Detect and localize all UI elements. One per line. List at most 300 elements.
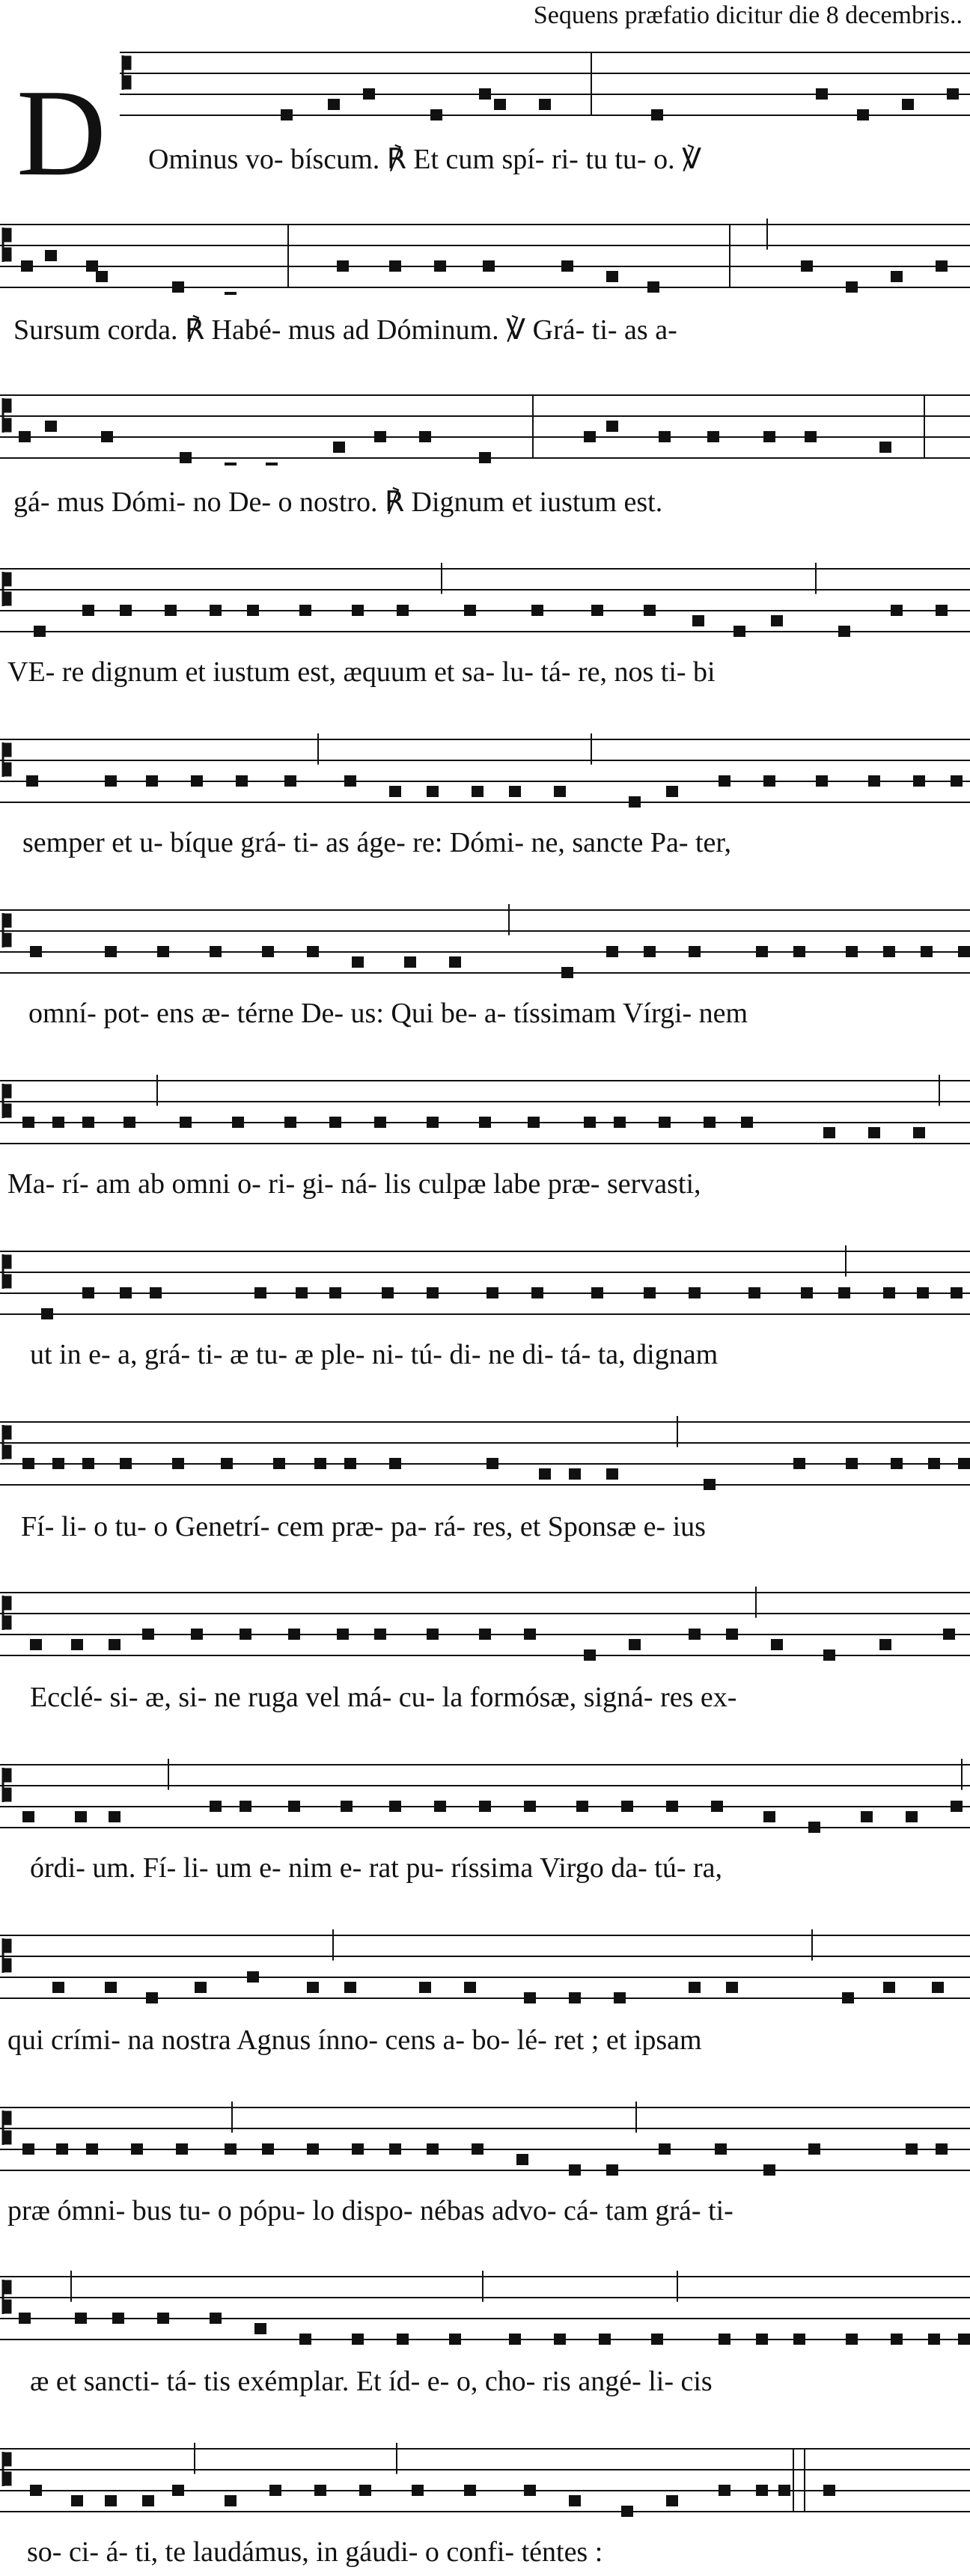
punctum-note-icon [805,431,817,442]
punctum-note-icon [120,605,132,616]
punctum-note-icon [123,1117,135,1128]
punctum-note-icon [951,775,963,787]
punctum-note-icon [41,1308,53,1319]
punctum-note-icon [52,1458,64,1469]
punctum-note-icon [561,967,573,978]
punctum-note-icon [883,1982,895,1993]
lyric-line-10: Ecclé- si- æ, si- ne ruga vel má- cu- la formósæ, signá- res ex- [30,1682,737,1713]
punctum-note-icon [584,1117,596,1128]
staff-1 [120,45,970,123]
staff-3 [0,388,970,466]
punctum-note-icon [30,1639,42,1650]
punctum-note-icon [105,775,117,787]
punctum-note-icon [838,626,850,637]
punctum-note-icon [221,1458,233,1469]
punctum-note-icon [344,1458,356,1469]
staff-12 [0,1928,970,2006]
punctum-note-icon [846,2334,858,2345]
punctum-note-icon [52,1117,64,1128]
punctum-note-icon [479,1801,491,1812]
punctum-note-icon [644,605,656,616]
punctum-note-icon [333,442,345,453]
punctum-note-icon [120,1287,132,1298]
punctum-note-icon [539,1468,551,1480]
punctum-note-icon [344,1982,356,1993]
punctum-note-icon [793,2334,805,2345]
lyric-line-7: Ma- rí- am ab omni o- ri- gi- ná- lis culpæ labe præ- servasti, [7,1168,701,1200]
punctum-note-icon [793,1458,805,1469]
punctum-note-icon [692,615,704,626]
punctum-note-icon [704,1479,716,1490]
punctum-note-icon [109,1811,121,1822]
punctum-note-icon [778,2485,790,2496]
punctum-note-icon [936,605,948,616]
punctum-note-icon [666,786,678,797]
lyric-line-13: præ ómni- bus tu- o pópu- lo dispo- nébas advo- cá- tam grá- ti- [7,2195,733,2226]
punctum-note-icon [299,605,311,616]
punctum-note-icon [352,2334,364,2345]
punctum-note-icon [21,260,33,272]
punctum-note-icon [389,260,401,272]
punctum-note-icon [879,442,891,453]
punctum-note-icon [763,2164,775,2176]
punctum-note-icon [337,260,349,272]
punctum-note-icon [554,2334,566,2345]
punctum-note-icon [191,775,203,787]
punctum-note-icon [191,1629,203,1640]
punctum-note-icon [524,1629,536,1640]
punctum-note-icon [247,1971,259,1983]
punctum-note-icon [22,1117,34,1128]
punctum-note-icon [254,2323,266,2334]
staff-9 [0,1414,970,1492]
punctum-note-icon [733,626,745,637]
punctum-note-icon [494,99,506,110]
punctum-note-icon [528,1117,540,1128]
lyric-line-12: qui crími- na nostra Agnus ínno- cens a- bo- lé- ret ; et ipsam [7,2024,702,2056]
punctum-note-icon [823,2485,835,2496]
punctum-note-icon [524,2485,536,2496]
punctum-note-icon [606,2164,618,2176]
punctum-note-icon [374,1629,386,1640]
punctum-note-icon [958,946,970,957]
punctum-note-icon [240,1801,251,1812]
punctum-note-icon [26,775,38,787]
punctum-note-icon [913,775,925,787]
punctum-note-icon [726,1629,738,1640]
punctum-note-icon [449,2334,461,2345]
punctum-note-icon [157,946,169,957]
punctum-note-icon [846,1458,858,1469]
staff-2 [0,217,970,295]
punctum-note-icon [606,1468,618,1480]
punctum-note-icon [823,1127,835,1138]
punctum-note-icon [659,431,671,442]
staff-14 [0,2269,970,2347]
punctum-note-icon [299,2334,311,2345]
punctum-note-icon [266,463,278,466]
punctum-note-icon [647,281,659,293]
punctum-note-icon [236,775,248,787]
punctum-note-icon [389,786,401,797]
punctum-note-icon [569,2164,581,2176]
punctum-note-icon [569,1468,581,1480]
staff-15 [0,2441,970,2519]
staff-11 [0,1757,970,1835]
punctum-note-icon [75,2313,87,2324]
punctum-note-icon [427,1287,439,1298]
punctum-note-icon [427,2143,439,2155]
punctum-note-icon [584,1649,596,1661]
rubric-heading: Sequens præfatio dicitur die 8 decembris.. [533,1,963,29]
punctum-note-icon [142,1629,154,1640]
punctum-note-icon [591,605,603,616]
punctum-note-icon [22,1458,34,1469]
punctum-note-icon [906,1811,918,1822]
punctum-note-icon [56,2143,68,2155]
lyric-line-4: VE- re dignum et iustum est, æquum et sa- lu- tá- re, nos ti- bi [7,656,716,688]
punctum-note-icon [210,1801,222,1812]
punctum-note-icon [464,1982,476,1993]
punctum-note-icon [857,109,869,120]
punctum-note-icon [22,1811,34,1822]
punctum-note-icon [902,99,914,110]
punctum-note-icon [430,109,442,120]
punctum-note-icon [314,1458,326,1469]
punctum-note-icon [719,2334,730,2345]
punctum-note-icon [808,1822,820,1833]
punctum-note-icon [868,775,880,787]
punctum-note-icon [756,946,768,957]
punctum-note-icon [307,946,319,957]
punctum-note-icon [101,431,113,442]
punctum-note-icon [210,605,222,616]
punctum-note-icon [464,605,476,616]
punctum-note-icon [382,1287,394,1298]
punctum-note-icon [363,88,375,100]
punctum-note-icon [748,1287,760,1298]
punctum-note-icon [434,1801,446,1812]
punctum-note-icon [307,2143,319,2155]
punctum-note-icon [157,2313,169,2324]
punctum-note-icon [932,1982,944,1993]
punctum-note-icon [105,1982,117,1993]
punctum-note-icon [846,946,858,957]
punctum-note-icon [838,1287,850,1298]
punctum-note-icon [486,1287,498,1298]
punctum-note-icon [569,2495,581,2506]
punctum-note-icon [614,1117,626,1128]
punctum-note-icon [172,1458,184,1469]
punctum-note-icon [30,946,42,957]
punctum-note-icon [763,775,775,787]
punctum-note-icon [707,431,719,442]
punctum-note-icon [816,775,828,787]
punctum-note-icon [666,2495,678,2506]
punctum-note-icon [180,452,192,463]
punctum-note-icon [891,1458,903,1469]
punctum-note-icon [254,1287,266,1298]
punctum-note-icon [262,946,274,957]
punctum-note-icon [554,786,566,797]
punctum-note-icon [180,1117,192,1128]
lyric-line-8: ut in e- a, grá- ti- æ tu- æ ple- ni- tú- di- ne di- tá- ta, dignam [30,1339,719,1370]
punctum-note-icon [479,1117,491,1128]
punctum-note-icon [352,956,364,968]
punctum-note-icon [891,271,903,282]
punctum-note-icon [486,1458,498,1469]
punctum-note-icon [232,1117,244,1128]
punctum-note-icon [22,2143,34,2155]
punctum-note-icon [913,1127,925,1138]
punctum-note-icon [614,1992,626,2003]
punctum-note-icon [172,2485,184,2496]
punctum-note-icon [427,1117,439,1128]
punctum-note-icon [763,1811,775,1822]
punctum-note-icon [771,1639,783,1650]
punctum-note-icon [689,946,701,957]
punctum-note-icon [150,1287,162,1298]
punctum-note-icon [531,1287,543,1298]
punctum-note-icon [644,1287,656,1298]
punctum-note-icon [19,431,31,442]
lyric-line-1: Ominus vo- bíscum. ℟ Et cum spí- ri- tu tu- o. ℣ [148,144,702,175]
punctum-note-icon [651,2334,663,2345]
punctum-note-icon [756,2485,768,2496]
punctum-note-icon [763,431,775,442]
punctum-note-icon [288,1629,300,1640]
punctum-note-icon [269,2485,281,2496]
punctum-note-icon [82,1117,94,1128]
punctum-note-icon [816,88,828,100]
punctum-note-icon [19,2313,31,2324]
punctum-note-icon [464,2485,476,2496]
initial-letter: D [16,64,106,201]
punctum-note-icon [262,2143,274,2155]
punctum-note-icon [105,2495,117,2506]
punctum-note-icon [374,431,386,442]
punctum-note-icon [71,1639,83,1650]
punctum-note-icon [195,1982,207,1993]
punctum-note-icon [397,605,409,616]
punctum-note-icon [45,421,57,432]
punctum-note-icon [846,281,858,293]
punctum-note-icon [606,946,618,957]
punctum-note-icon [472,786,484,797]
punctum-note-icon [288,1801,300,1812]
punctum-note-icon [142,2495,154,2506]
punctum-note-icon [793,946,805,957]
punctum-note-icon [951,1801,963,1812]
punctum-note-icon [82,1287,94,1298]
punctum-note-icon [389,1801,401,1812]
punctum-note-icon [928,1458,940,1469]
punctum-note-icon [947,88,959,100]
punctum-note-icon [146,775,158,787]
punctum-note-icon [82,605,94,616]
punctum-note-icon [45,250,57,261]
punctum-note-icon [412,2485,424,2496]
punctum-note-icon [479,452,491,463]
punctum-note-icon [210,2313,222,2324]
punctum-note-icon [801,260,813,272]
punctum-note-icon [868,1127,880,1138]
punctum-note-icon [891,2334,903,2345]
punctum-note-icon [281,109,293,120]
punctum-note-icon [928,2334,940,2345]
punctum-note-icon [621,2506,633,2517]
punctum-note-icon [329,1117,341,1128]
punctum-note-icon [823,1649,835,1661]
punctum-note-icon [883,946,895,957]
punctum-note-icon [176,2143,188,2155]
punctum-note-icon [120,1458,132,1469]
punctum-note-icon [165,605,177,616]
punctum-note-icon [284,775,296,787]
lyric-line-6: omní- pot- ens æ- térne De- us: Qui be- a- tíssimam Vírgi- nem [28,998,748,1029]
lyric-line-2: Sursum corda. ℟ Habé- mus ad Dóminum. ℣ Grá- ti- as a- [13,314,677,346]
punctum-note-icon [374,1117,386,1128]
punctum-note-icon [109,1639,121,1650]
staff-4 [0,561,970,639]
punctum-note-icon [389,2143,401,2155]
punctum-note-icon [569,1992,581,2003]
punctum-note-icon [524,1801,536,1812]
punctum-note-icon [621,1801,633,1812]
punctum-note-icon [225,2143,237,2155]
punctum-note-icon [689,1982,701,1993]
punctum-note-icon [666,1801,678,1812]
punctum-note-icon [726,1982,738,1993]
punctum-note-icon [296,1287,308,1298]
punctum-note-icon [756,2334,768,2345]
punctum-note-icon [329,1287,341,1298]
punctum-note-icon [479,88,491,100]
punctum-note-icon [591,1287,603,1298]
punctum-note-icon [659,1117,671,1128]
punctum-note-icon [225,292,237,295]
punctum-note-icon [86,260,98,272]
punctum-note-icon [472,2143,484,2155]
punctum-note-icon [629,796,641,808]
lyric-line-11: órdi- um. Fí- li- um e- nim e- rat pu- ríssima Virgo da- tú- ra, [30,1852,723,1884]
punctum-note-icon [172,281,184,293]
punctum-note-icon [479,1629,491,1640]
punctum-note-icon [96,271,108,282]
punctum-note-icon [715,2143,727,2155]
punctum-note-icon [112,2313,124,2324]
punctum-note-icon [917,1287,929,1298]
staff-7 [0,1073,970,1151]
punctum-note-icon [359,2485,371,2496]
punctum-note-icon [247,605,259,616]
punctum-note-icon [644,946,656,957]
punctum-note-icon [629,1639,641,1650]
punctum-note-icon [337,1629,349,1640]
punctum-note-icon [741,1117,753,1128]
punctum-note-icon [584,431,596,442]
punctum-note-icon [419,1982,431,1993]
punctum-note-icon [86,2143,98,2155]
punctum-note-icon [704,1117,716,1128]
punctum-note-icon [427,1629,439,1640]
punctum-note-icon [651,109,663,120]
punctum-note-icon [82,1458,94,1469]
punctum-note-icon [483,260,495,272]
punctum-note-icon [719,2485,730,2496]
punctum-note-icon [328,99,340,110]
punctum-note-icon [576,1801,588,1812]
punctum-note-icon [71,2495,83,2506]
punctum-note-icon [861,1811,873,1822]
punctum-note-icon [936,260,948,272]
punctum-note-icon [808,2143,820,2155]
punctum-note-icon [419,431,431,442]
punctum-note-icon [801,1287,813,1298]
punctum-note-icon [434,260,446,272]
punctum-note-icon [599,2334,611,2345]
punctum-note-icon [352,2143,364,2155]
punctum-note-icon [958,1458,970,1469]
punctum-note-icon [883,1287,895,1298]
punctum-note-icon [352,605,364,616]
punctum-note-icon [906,2143,918,2155]
punctum-note-icon [711,1801,723,1812]
punctum-note-icon [389,1458,401,1469]
punctum-note-icon [719,775,730,787]
punctum-note-icon [606,271,618,282]
staff-13 [0,2100,970,2178]
lyric-line-3: gá- mus Dómi- no De- o nostro. ℟ Dignum et iustum est. [13,486,663,518]
punctum-note-icon [943,1629,955,1640]
punctum-note-icon [341,1801,353,1812]
punctum-note-icon [921,946,933,957]
punctum-note-icon [539,99,551,110]
punctum-note-icon [958,2334,970,2345]
punctum-note-icon [891,605,903,616]
punctum-note-icon [561,260,573,272]
punctum-note-icon [449,956,461,968]
punctum-note-icon [524,1992,536,2003]
punctum-note-icon [307,1982,319,1993]
lyric-line-15: so- ci- á- ti, te laudámus, in gáudi- o confi- téntes : [27,2536,603,2568]
punctum-note-icon [52,1982,64,1993]
punctum-note-icon [225,2495,237,2506]
punctum-note-icon [240,1629,251,1640]
punctum-note-icon [146,1992,158,2003]
lyric-line-5: semper et u- bíque grá- ti- as áge- re: Dómi- ne, sancte Pa- ter, [22,827,732,858]
punctum-note-icon [879,1639,891,1650]
punctum-note-icon [689,1287,701,1298]
staff-6 [0,903,970,980]
punctum-note-icon [531,605,543,616]
punctum-note-icon [509,2334,521,2345]
punctum-note-icon [936,2143,948,2155]
staff-10 [0,1585,970,1663]
punctum-note-icon [131,2143,143,2155]
punctum-note-icon [509,786,521,797]
punctum-note-icon [105,946,117,957]
punctum-note-icon [284,1117,296,1128]
staff-5 [0,732,970,810]
punctum-note-icon [404,956,416,968]
punctum-note-icon [34,626,46,637]
punctum-note-icon [689,1629,701,1640]
punctum-note-icon [225,463,237,466]
punctum-note-icon [210,946,222,957]
punctum-note-icon [75,1811,87,1822]
punctum-note-icon [344,775,356,787]
